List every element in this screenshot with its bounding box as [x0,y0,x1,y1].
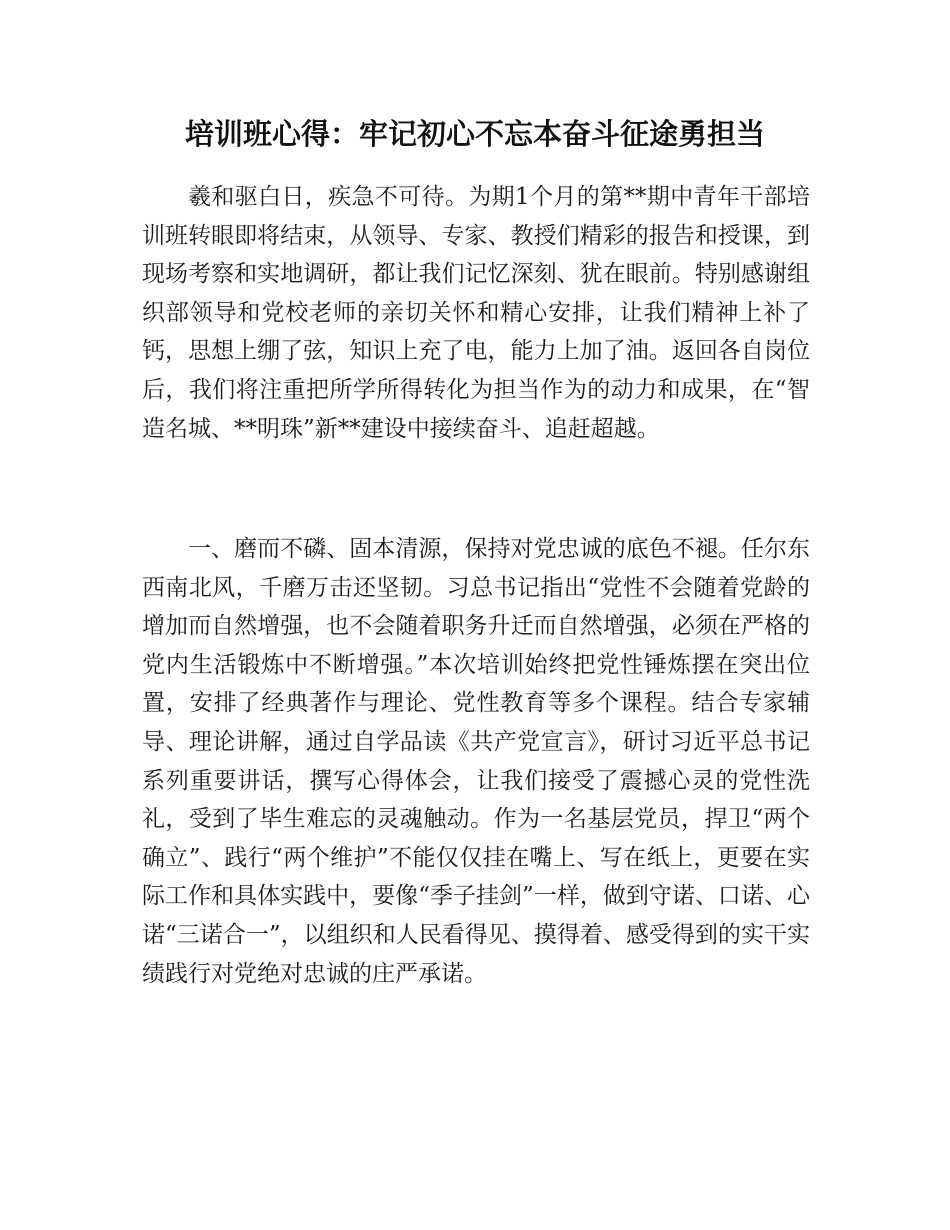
document-title: 培训班心得：牢记初心不忘本奋斗征途勇担当 [184,117,765,151]
paragraph-intro: 羲和驱白日，疾急不可待。为期1个月的第**期中青年干部培训班转眼即将结束，从领导、专家、教授们精彩的报告和授课，到现场考察和实地调研，都让我们记忆深刻、犹在眼前。特别感谢组织部领导和党校老师的亲切关怀和精心安排，让我们精神上补了钙，思想上绷了弦，知识上充了电，能力上加了油。返回各自岗位后，我们将注重把所学所得转化为担当作为的动力和成果，在“智造名城、**明珠”新**建设中接续奋斗、追赶超越。 [142,184,810,442]
paragraph-section-one: 一、磨而不磷、固本清源，保持对党忠诚的底色不褪。任尔东西南北风，千磨万击还坚韧。习总书记指出“党性不会随着党龄的增加而自然增强，也不会随着职务升迁而自然增强，必须在严格的党内生活锻炼中不断增强。”本次培训始终把党性锤炼摆在突出位置，安排了经典著作与理论、党性教育等多个课程。结合专家辅导、理论讲解，通过自学品读《共产党宣言》，研讨习近平总书记系列重要讲话，撰写心得体会，让我们接受了震撼心灵的党性洗礼，受到了毕生难忘的灵魂触动。作为一名基层党员，捍卫“两个确立”、践行“两个维护”不能仅仅挂在嘴上、写在纸上，更要在实际工作和具体实践中，要像“季子挂剑”一样，做到守诺、口诺、心诺“三诺合一”，以组织和人民看得见、摸得着、感受得到的实干实绩践行对党绝对忠诚的庄严承诺。 [142,536,810,987]
